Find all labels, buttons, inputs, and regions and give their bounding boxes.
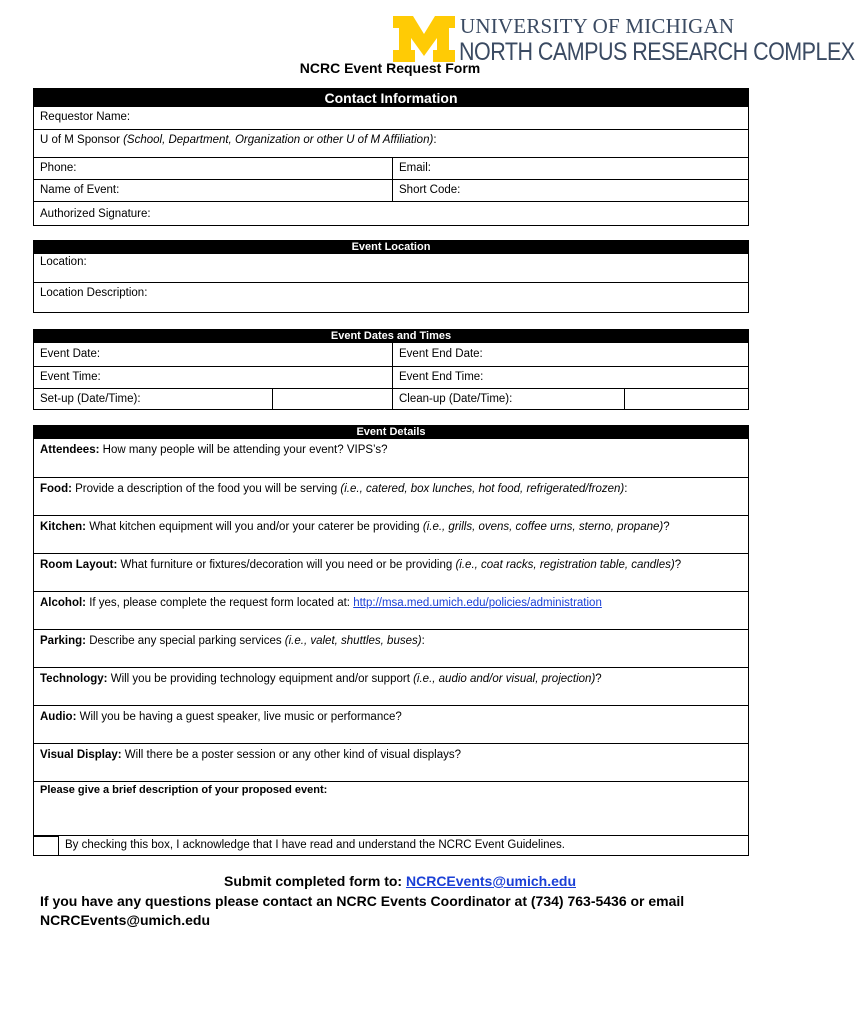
setup-cleanup-row[interactable] — [34, 388, 748, 409]
dates-section — [33, 329, 749, 410]
contact-section — [33, 88, 749, 226]
event-end-time-field[interactable]: Event End Time: — [392, 367, 748, 388]
event-date-field[interactable]: Event Date: — [40, 348, 101, 360]
visual-display-label: Visual Display: Will there be a poster session or any other kind of visual displays? — [40, 749, 462, 761]
audio-label: Audio: Will you be having a guest speaker, live music or performance? — [40, 711, 402, 723]
details-heading: Event Details — [34, 426, 748, 439]
kitchen-label: Kitchen: What kitchen equipment will you and/or your caterer be providing (i.e., grills, ovens, coffee urns, sterno, propane)? — [40, 521, 670, 533]
location-description-row[interactable] — [34, 282, 748, 312]
cleanup-label: Clean-up (Date/Time): — [392, 389, 624, 409]
location-description-field[interactable]: Location Description: — [40, 287, 148, 299]
event-date-row[interactable] — [34, 343, 748, 366]
cleanup-input[interactable] — [624, 389, 748, 409]
contact-heading: Contact Information — [34, 89, 748, 107]
submit-email-link[interactable]: NCRCEvents@umich.edu — [405, 873, 576, 889]
room-layout-row[interactable] — [34, 553, 748, 591]
form-title: NCRC Event Request Form — [299, 60, 481, 76]
location-heading: Event Location — [34, 241, 748, 254]
details-section — [33, 425, 749, 856]
parking-label: Parking: Describe any special parking services (i.e., valet, shuttles, buses): — [40, 635, 425, 647]
signature-field[interactable]: Authorized Signature: — [40, 208, 151, 220]
event-name-row[interactable] — [34, 179, 748, 201]
event-time-row[interactable] — [34, 366, 748, 388]
signature-row[interactable] — [34, 201, 748, 225]
alcohol-policy-link[interactable]: http://msa.med.umich.edu/policies/administration — [353, 597, 602, 609]
event-end-date-field[interactable]: Event End Date: — [392, 343, 748, 366]
food-label: Food: Provide a description of the food you will be serving (i.e., catered, box lunches, hot food, refrigerated/frozen): — [40, 483, 628, 495]
sponsor-row[interactable] — [34, 129, 748, 157]
university-block-m-logo — [393, 16, 455, 62]
acknowledge-checkbox[interactable] — [34, 836, 59, 856]
technology-label: Technology: Will you be providing technology equipment and/or support (i.e., audio and/or visual, projection)? — [40, 673, 602, 685]
setup-label: Set-up (Date/Time): — [40, 393, 141, 405]
event-time-field[interactable]: Event Time: — [40, 371, 101, 383]
sponsor-label: U of M Sponsor (School, Department, Organization or other U of M Affiliation): — [40, 134, 437, 146]
brief-description-row[interactable] — [34, 781, 748, 835]
location-row[interactable] — [34, 254, 748, 282]
setup-input[interactable] — [272, 389, 392, 409]
location-field[interactable]: Location: — [40, 256, 87, 268]
university-name: UNIVERSITY OF MICHIGAN — [460, 14, 735, 38]
requestor-label: Requestor Name: — [40, 111, 131, 123]
location-section — [33, 240, 749, 313]
visual-display-row[interactable] — [34, 743, 748, 781]
audio-row[interactable] — [34, 705, 748, 743]
phone-email-row[interactable] — [34, 157, 748, 179]
acknowledge-row — [34, 835, 748, 855]
complex-name: NORTH CAMPUS RESEARCH COMPLEX — [459, 38, 855, 66]
submit-instructions: Submit completed form to: NCRCEvents@umich.edu — [223, 873, 576, 889]
attendees-row[interactable] — [34, 439, 748, 477]
requestor-row[interactable] — [34, 107, 748, 129]
kitchen-row[interactable] — [34, 515, 748, 553]
phone-field[interactable]: Phone: — [40, 162, 77, 174]
alcohol-label: Alcohol: If yes, please complete the request form located at: http://msa.med.umich.edu/policies/administration — [40, 597, 602, 609]
acknowledge-label: By checking this box, I acknowledge that I have read and understand the NCRC Event Guidelines. — [65, 839, 565, 851]
short-code-field[interactable]: Short Code: — [392, 180, 748, 201]
brief-description-label: Please give a brief description of your proposed event: — [40, 784, 328, 796]
alcohol-row[interactable] — [34, 591, 748, 629]
room-layout-label: Room Layout: What furniture or fixtures/decoration will you need or be providing (i.e., coat racks, registration table, candles)? — [40, 559, 682, 571]
food-row[interactable] — [34, 477, 748, 515]
technology-row[interactable] — [34, 667, 748, 705]
attendees-label: Attendees: How many people will be attending your event? VIPS’s? — [40, 444, 388, 456]
email-field[interactable]: Email: — [392, 158, 748, 179]
parking-row[interactable] — [34, 629, 748, 667]
event-name-field[interactable]: Name of Event: — [40, 184, 120, 196]
dates-heading: Event Dates and Times — [34, 330, 748, 343]
contact-instructions: If you have any questions please contact an NCRC Events Coordinator at (734) 763-5436 or email NCRCEvents@umich.edu — [40, 893, 685, 928]
